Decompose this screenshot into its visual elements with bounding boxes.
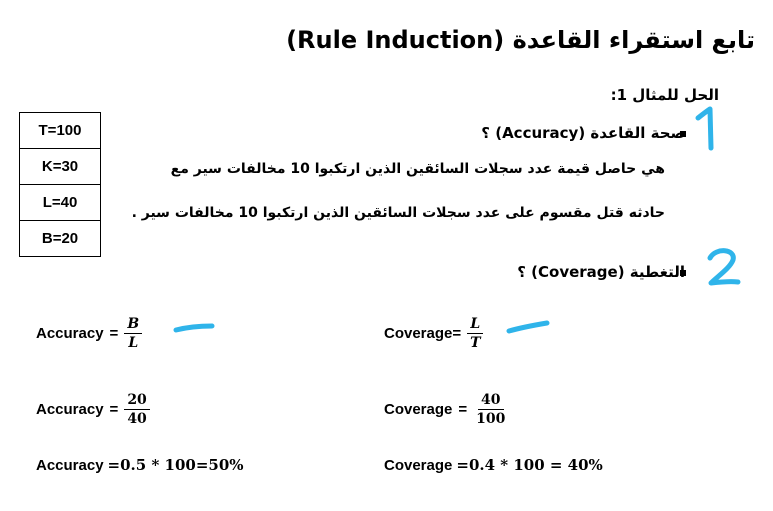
equals-sign: = [458, 401, 468, 418]
handwritten-dash-icon [170, 318, 220, 338]
accuracy-formula-symbolic [36, 316, 142, 351]
table-cell-k: K=30 [20, 149, 101, 185]
coverage-result [384, 456, 603, 474]
table-cell-b: B=20 [20, 221, 101, 257]
table-cell-t: T=100 [20, 113, 101, 149]
handwritten-two-icon [700, 246, 746, 288]
coverage-result-value: 0.4 * 100 = 40% [468, 456, 603, 474]
coverage-fraction-symbolic [467, 316, 483, 351]
coverage-fraction-numeric [473, 392, 508, 427]
fraction-numerator: 40 [478, 392, 503, 410]
fraction-denominator: T [470, 335, 481, 351]
accuracy-formula-numeric [36, 392, 150, 427]
handwritten-one-icon [690, 106, 730, 152]
table-row [20, 185, 101, 221]
equals-sign: = [109, 401, 119, 418]
accuracy-label: Accuracy [36, 325, 104, 342]
table-row [20, 221, 101, 257]
values-table [19, 112, 101, 257]
fraction-numerator: B [124, 316, 142, 334]
equals-sign: = [452, 325, 462, 342]
coverage-label: Coverage [384, 325, 453, 342]
equals-sign: = [456, 456, 469, 474]
accuracy-fraction-numeric [124, 392, 149, 427]
table-row [20, 149, 101, 185]
handwritten-dash-icon [503, 316, 553, 338]
accuracy-label: Accuracy [36, 401, 104, 418]
page-title: تابع استقراء القاعدة (Rule Induction) [286, 26, 755, 54]
coverage-formula-numeric [384, 392, 508, 427]
accuracy-definition-line-1: هي حاصل قيمة عدد سجلات السائقين الذين ارتكبوا 10 مخالفات سير مع [170, 161, 665, 177]
coverage-label: Coverage [384, 401, 453, 418]
fraction-denominator: 40 [127, 411, 147, 427]
table-row [20, 113, 101, 149]
coverage-label: Coverage [384, 456, 453, 474]
accuracy-result-value: 0.5 * 100=50% [120, 456, 244, 474]
accuracy-question: صحة القاعدة (Accuracy) ؟ [481, 124, 685, 142]
fraction-numerator: L [467, 316, 483, 334]
fraction-denominator: L [128, 335, 139, 351]
table-cell-l: L=40 [20, 185, 101, 221]
equals-sign: = [109, 325, 119, 342]
fraction-denominator: 100 [476, 411, 506, 427]
accuracy-result [36, 456, 244, 474]
equals-sign: = [107, 456, 121, 474]
coverage-formula-symbolic [384, 316, 484, 351]
solution-heading: الحل للمثال 1: [610, 86, 719, 104]
accuracy-label: Accuracy [36, 456, 104, 474]
coverage-question: التغطية (Coverage) ؟ [517, 263, 685, 281]
fraction-numerator: 20 [124, 392, 149, 410]
accuracy-fraction-symbolic [124, 316, 142, 351]
accuracy-definition-line-2: حادثه قتل مقسوم على عدد سجلات السائقين الذين ارتكبوا 10 مخالفات سير . [131, 205, 665, 221]
